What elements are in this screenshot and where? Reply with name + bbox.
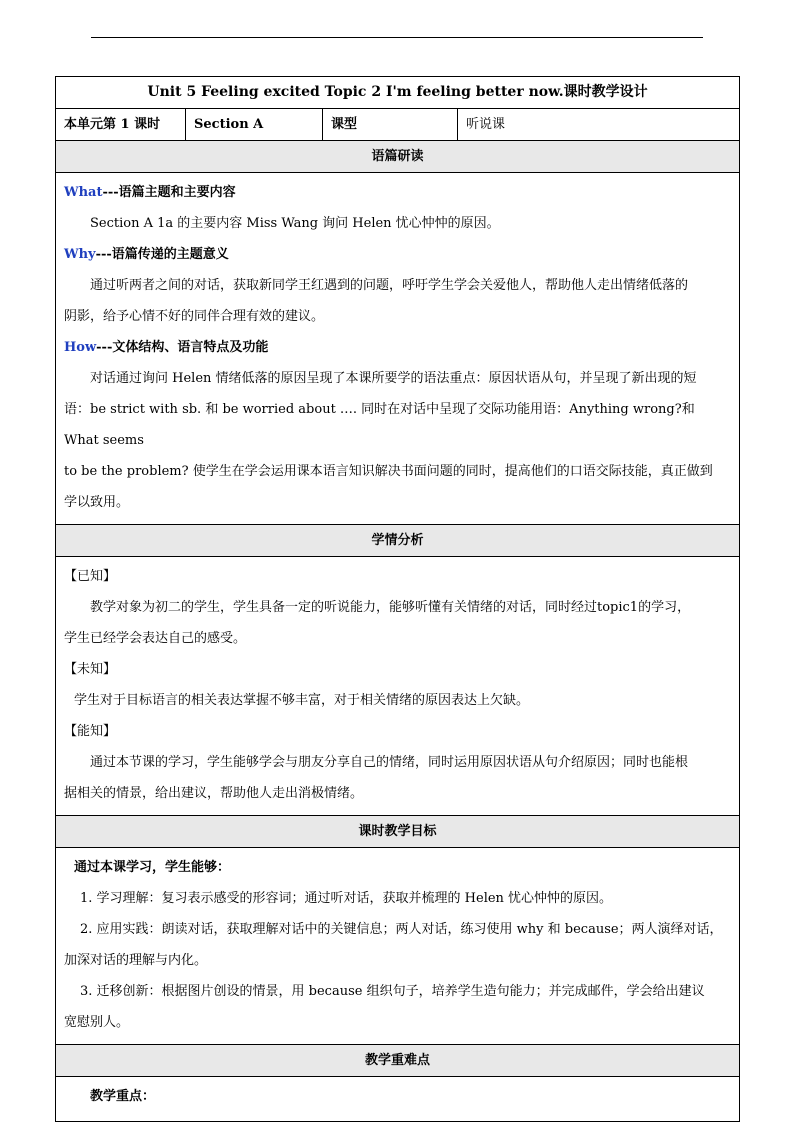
what-title: ---语篇主题和主要内容	[102, 185, 236, 200]
able-line-1: 通过本节课的学习，学生能够学会与朋友分享自己的情绪，同时运用原因状语从句介绍原因；同时也能根	[90, 755, 689, 770]
able-line-2: 据相关的情景，给出建议，帮助他人走出消极情绪。	[64, 786, 364, 801]
what-body: Section A 1a 的主要内容 Miss Wang 询问 Helen 忧心忡忡的原因。	[90, 216, 500, 231]
section-label: Section A	[186, 109, 323, 141]
how-heading	[64, 332, 731, 363]
goal-2-line-2: 加深对话的理解与内化。	[64, 953, 208, 968]
lesson-plan-table	[55, 76, 740, 1122]
lesson-number-label: 本单元第 1 课时	[56, 109, 186, 141]
text-study-content	[56, 173, 740, 525]
known-line-2: 学生已经学会表达自己的感受。	[64, 631, 247, 646]
lesson-type-value: 听说课	[458, 109, 740, 141]
why-title: ---语篇传递的主题意义	[95, 247, 229, 262]
section-header-goals: 课时教学目标	[56, 816, 740, 848]
able-label: 【能知】	[64, 724, 117, 739]
why-keyword: Why	[64, 247, 96, 262]
lesson-type-label: 课型	[323, 109, 458, 141]
unknown-label: 【未知】	[64, 662, 117, 677]
teaching-focus-label: 教学重点：	[90, 1089, 156, 1104]
how-keyword: How	[64, 340, 97, 355]
how-body-line-2: 语：be strict with sb. 和 be worried about …. 同时在对话中呈现了交际功能用语：Anything wrong?和 What seems	[64, 402, 695, 448]
known-label: 【已知】	[64, 569, 117, 584]
document-title: Unit 5 Feeling excited Topic 2 I'm feeling better now.课时教学设计	[56, 77, 740, 109]
section-header-key-points: 教学重难点	[56, 1045, 740, 1077]
key-points-content	[56, 1077, 740, 1122]
analysis-content	[56, 557, 740, 816]
how-body-line-4: 学以致用。	[64, 495, 130, 510]
how-body-line-1: 对话通过询问 Helen 情绪低落的原因呈现了本课所要学的语法重点：原因状语从句，并呈现了新出现的短	[90, 371, 697, 386]
how-title: ---文体结构、语言特点及功能	[96, 340, 269, 355]
how-body-line-3: to be the problem? 使学生在学会运用课本语言知识解决书面问题的同时，提高他们的口语交际技能，真正做到	[64, 464, 713, 479]
why-heading	[64, 239, 731, 270]
header-rule	[91, 37, 703, 38]
goal-1: 1. 学习理解：复习表示感受的形容词；通过听对话，获取并梳理的 Helen 忧心忡忡的原因。	[80, 891, 613, 906]
section-header-analysis: 学情分析	[56, 525, 740, 557]
section-header-text-study: 语篇研读	[56, 141, 740, 173]
lesson-plan-document	[55, 76, 739, 1122]
goal-3-line-2: 宽慰别人。	[64, 1015, 130, 1030]
goal-2-line-1: 2. 应用实践：朗读对话，获取理解对话中的关键信息；两人对话，练习使用 why 和 because；两人演绎对话，	[80, 922, 723, 937]
meta-row	[56, 109, 740, 141]
what-keyword: What	[64, 185, 103, 200]
unknown-line-1: 学生对于目标语言的相关表达掌握不够丰富，对于相关情绪的原因表达上欠缺。	[74, 693, 530, 708]
known-line-1: 教学对象为初二的学生，学生具备一定的听说能力，能够听懂有关情绪的对话，同时经过topic1的学习，	[90, 600, 691, 615]
why-body-line-2: 阴影，给予心情不好的同伴合理有效的建议。	[64, 309, 325, 324]
what-heading	[64, 177, 731, 208]
why-body-line-1: 通过听两者之间的对话，获取新同学王红遇到的问题，呼吁学生学会关爱他人，帮助他人走出情绪低落的	[90, 278, 689, 293]
goal-3-line-1: 3. 迁移创新：根据图片创设的情景，用 because 组织句子，培养学生造句能力；并完成邮件，学会给出建议	[80, 984, 705, 999]
goals-intro: 通过本课学习，学生能够：	[74, 860, 231, 875]
goals-content	[56, 848, 740, 1045]
